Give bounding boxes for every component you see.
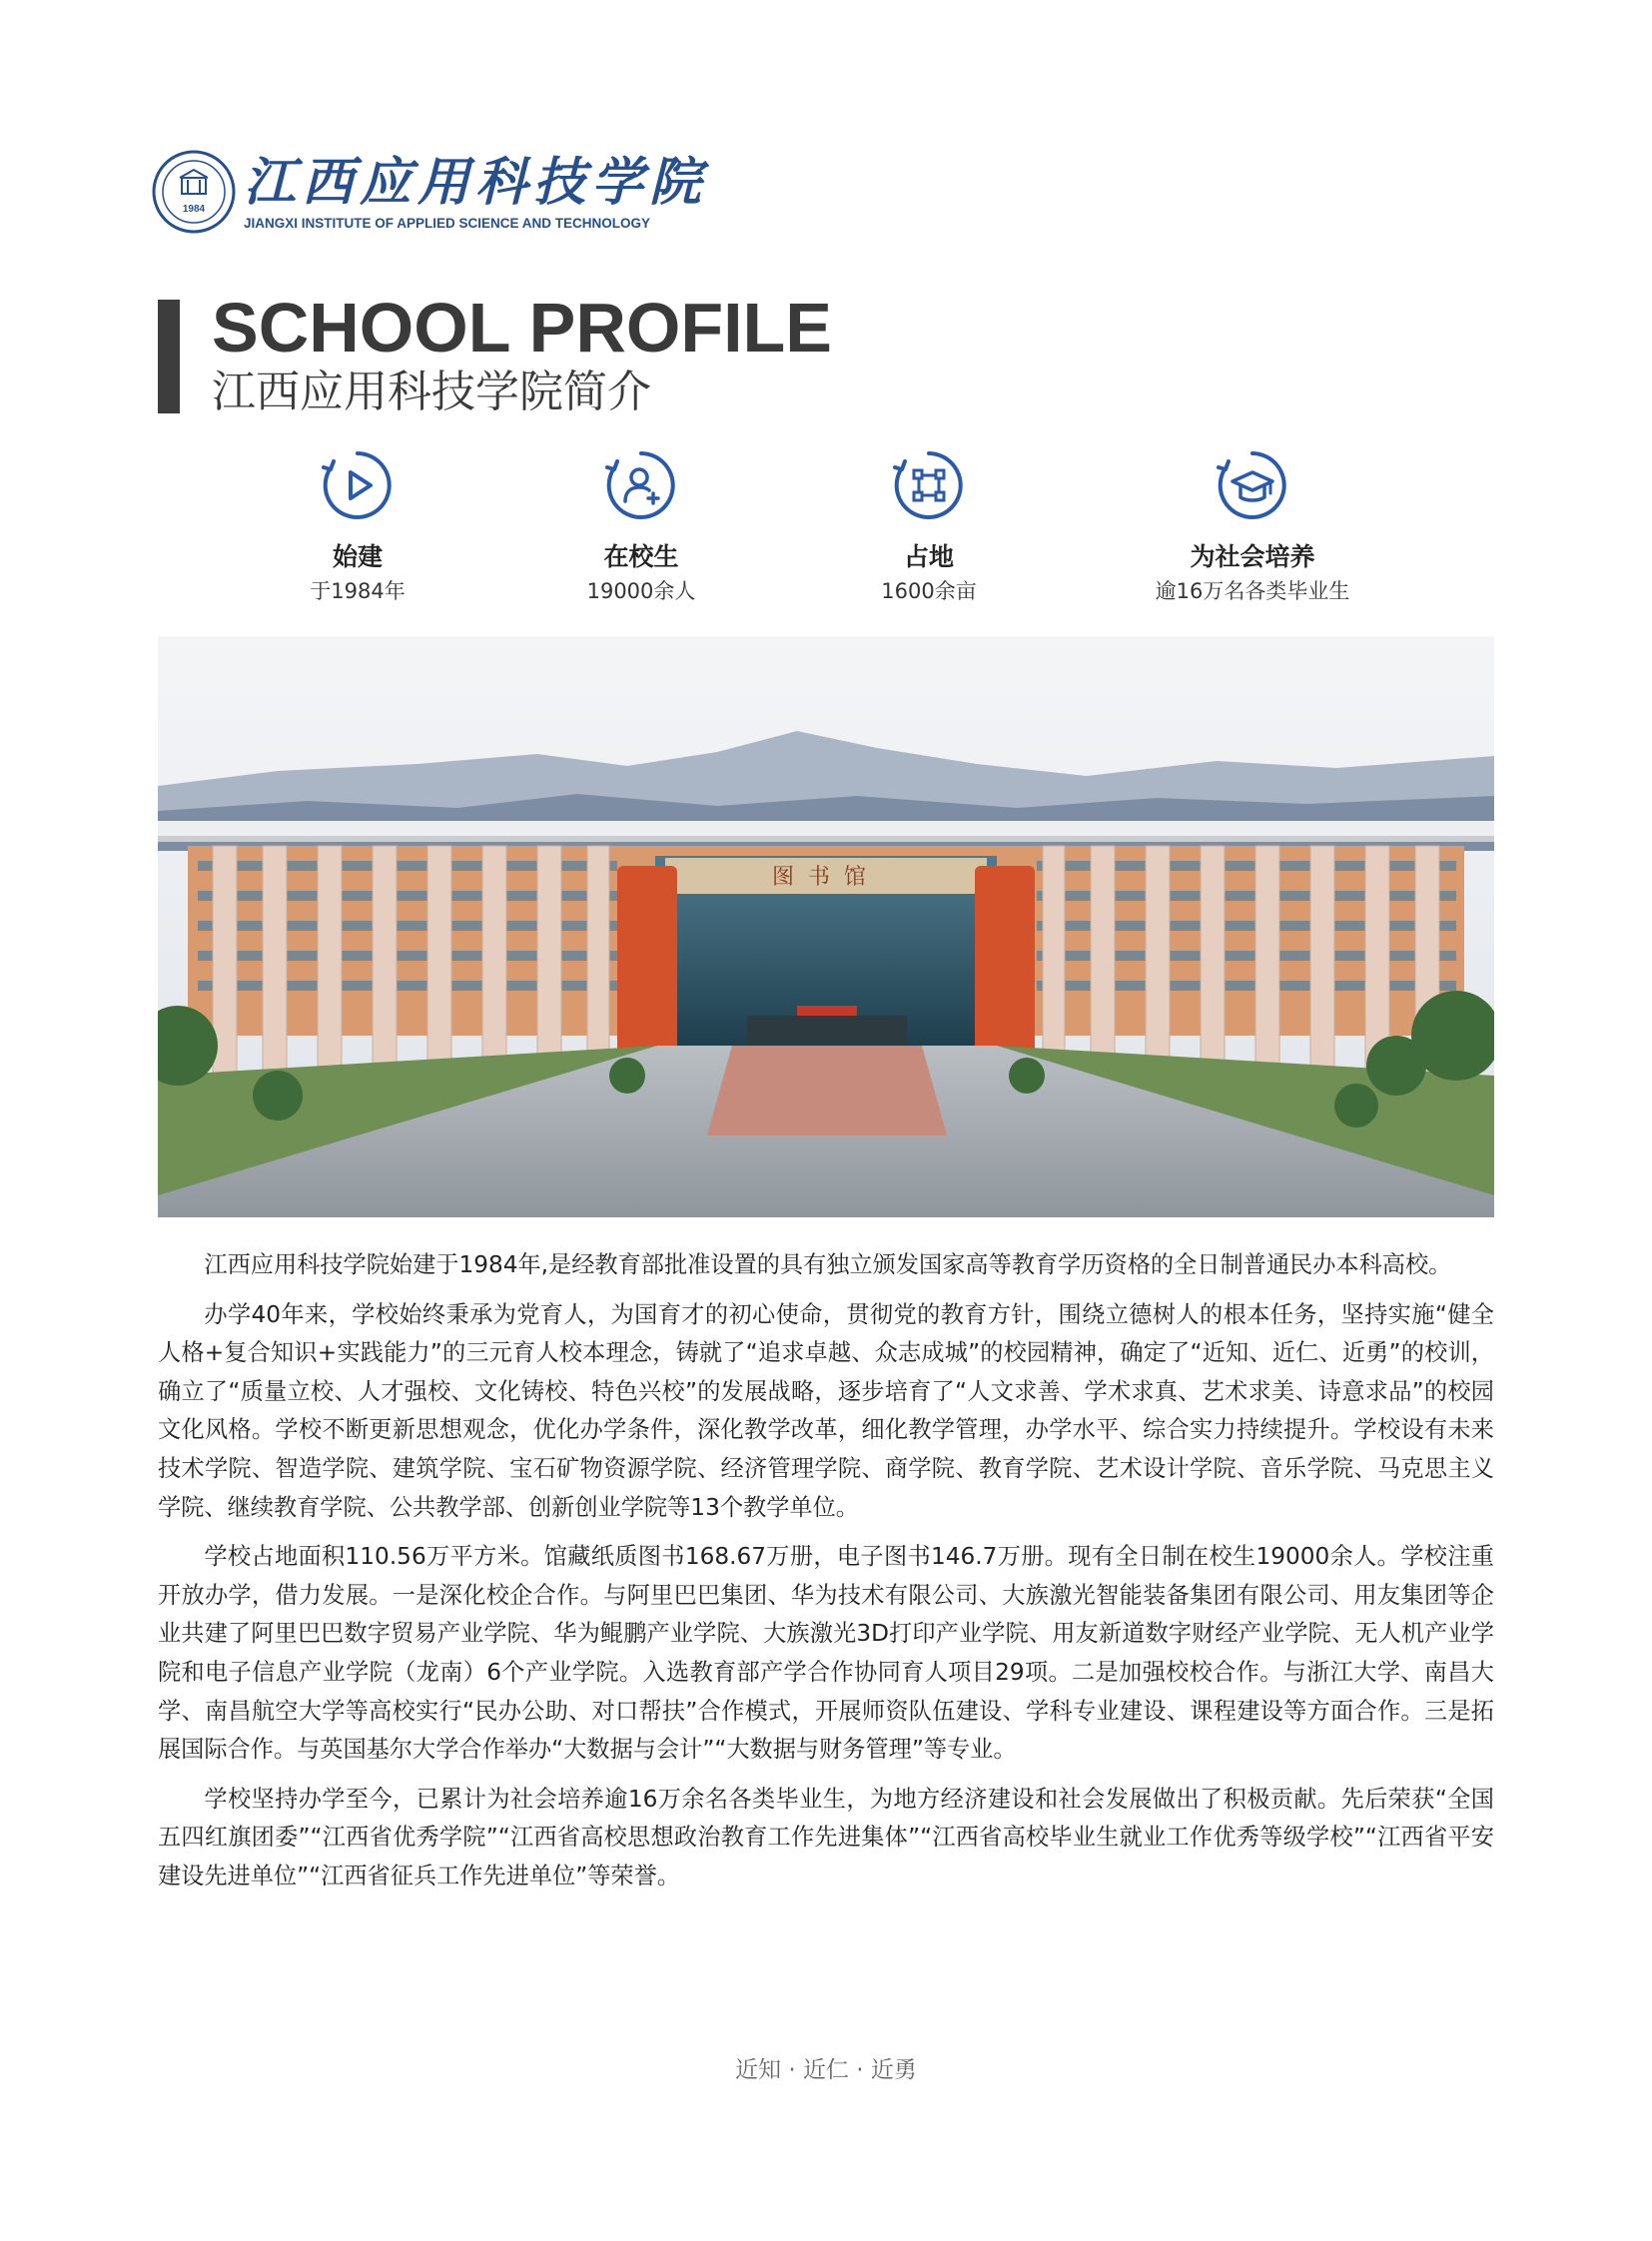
page-title-english: SCHOOL PROFILE xyxy=(212,289,832,367)
stat-value: 19000余人 xyxy=(586,579,696,603)
library-sign: 图书馆 xyxy=(771,865,881,890)
stat-label: 为社会培养 xyxy=(1190,542,1315,571)
campus-library-photo xyxy=(158,636,1494,1217)
stat-value: 于1984年 xyxy=(310,579,406,603)
graduation-cap-icon xyxy=(1213,445,1292,525)
footer-motto: 近知 · 近仁 · 近勇 xyxy=(735,2057,917,2083)
paragraph-history: 江西应用科技学院始建于1984年,是经教育部批准设置的具有独立颁发国家高等教育学历资格的全日制普通民办本科高校。 xyxy=(204,1251,1452,1278)
area-icon xyxy=(889,445,969,525)
play-icon xyxy=(318,445,398,525)
logo-english-name: JIANGXI INSTITUTE OF APPLIED SCIENCE AND TECHNOLOGY xyxy=(244,216,651,231)
school-logo xyxy=(152,150,708,250)
logo-chinese-name: 江西应用科技学院 xyxy=(244,152,708,213)
stat-value: 逾16万名各类毕业生 xyxy=(1155,579,1350,603)
stat-students xyxy=(501,445,781,605)
paragraph-honors: 学校坚持办学至今，已累计为社会培养逾16万余名各类毕业生，为地方经济建设和社会发展做出了积极贡献。先后荣获“全国五四红旗团委”“江西省优秀学院”“江西省高校思想政治教育工作先进集体”“江西省高校毕业生就业工作优秀等级学校”“江西省平安建设先进单位”“江西省征兵工作先进单位”等荣誉。 xyxy=(158,1785,1494,1889)
stat-label: 占地 xyxy=(903,542,954,571)
title-accent-bar xyxy=(158,300,180,413)
profile-body xyxy=(158,1246,1494,1907)
stat-label: 始建 xyxy=(332,542,383,571)
seal-year: 1984 xyxy=(182,204,206,215)
page-title-chinese: 江西应用科技学院简介 xyxy=(212,367,651,417)
stat-value: 1600余亩 xyxy=(881,579,977,603)
school-seal-icon xyxy=(152,150,236,234)
paragraph-cooperation: 学校占地面积110.56万平方米。馆藏纸质图书168.67万册，电子图书146.7万册。现有全日制在校生19000余人。学校注重开放办学，借力发展。一是深化校企合作。与阿里巴巴集团、华为技术有限公司、大族激光智能装备集团有限公司、用友集团等企业共建了阿里巴巴数字贸易产业学院、华为鲲鹏产业学院、大族激光3D打印产业学院、用友新道数字财经产业学院、无人机产业学院和电子信息产业学院（龙南）6个产业学院。入选教育部产学合作协同育人项目29项。二是加强校校合作。与浙江大学、南昌大学、南昌航空大学等高校实行“民办公助、对口帮扶”合作模式，开展师资队伍建设、学科专业建设、课程建设等方面合作。三是拓展国际合作。与英国基尔大学合作举办“大数据与会计”“大数据与财务管理”等专业。 xyxy=(158,1543,1494,1764)
paragraph-philosophy: 办学40年来，学校始终秉承为党育人，为国育才的初心使命，贯彻党的教育方针，围绕立德树人的根本任务，坚持实施“健全人格+复合知识+实践能力”的三元育人校本理念，铸就了“追求卓越、众志成城”的校园精神，确定了“近知、近仁、近勇”的校训，确立了“质量立校、人才强校、文化铸校、特色兴校”的发展战略，逐步培育了“人文求善、学术求真、艺术求美、诗意求品”的校园文化风格。学校不断更新思想观念，优化办学条件，深化教学改革，细化教学管理，办学水平、综合实力持续提升。学校设有未来技术学院、智造学院、建筑学院、宝石矿物资源学院、经济管理学院、商学院、教育学院、艺术设计学院、音乐学院、马克思主义学院、继续教育学院、公共教学部、创新创业学院等13个教学单位。 xyxy=(158,1300,1494,1521)
stat-founded xyxy=(218,445,497,605)
stat-area xyxy=(789,445,1069,605)
stat-label: 在校生 xyxy=(603,542,679,571)
stat-graduates xyxy=(1113,445,1392,605)
person-add-icon xyxy=(601,445,681,525)
